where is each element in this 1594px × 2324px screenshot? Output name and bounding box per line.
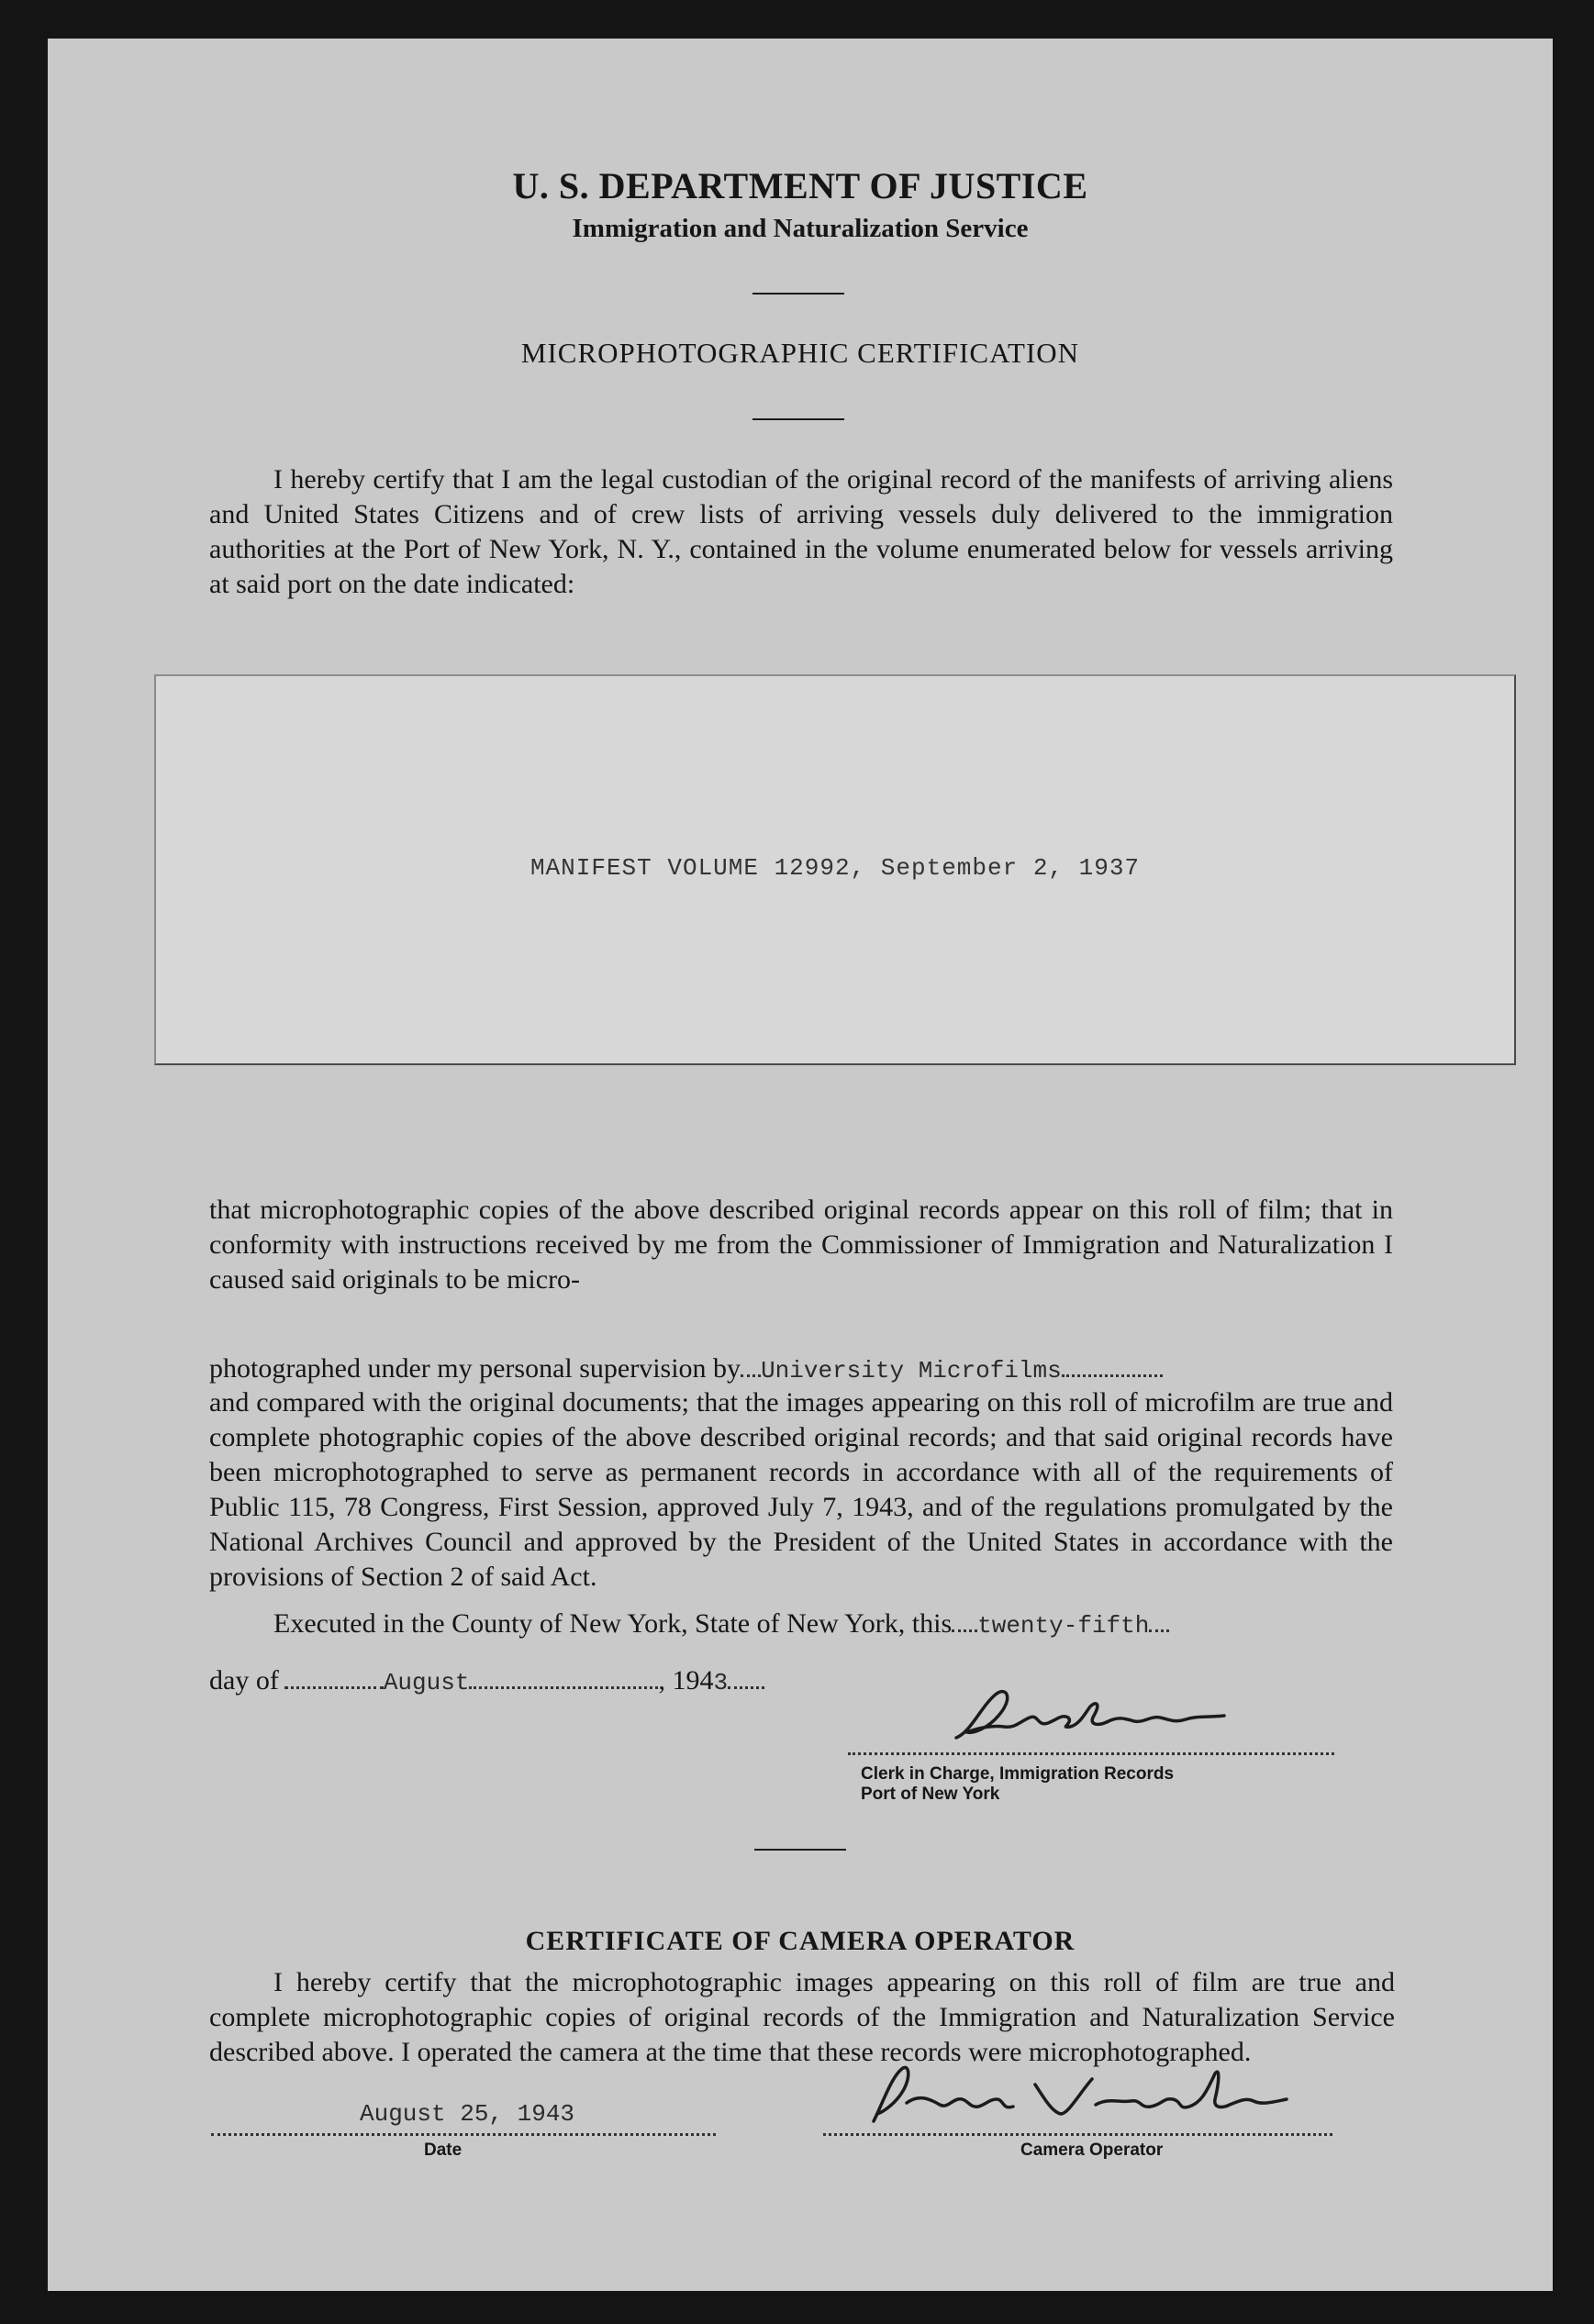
executed-line — [273, 1606, 1169, 1643]
divider — [752, 293, 844, 295]
dotted-leader — [728, 1662, 764, 1689]
clerk-signature-line — [848, 1752, 1334, 1755]
microfilm-company: University Microfilms — [761, 1357, 1062, 1384]
clerk-title-line1: Clerk in Charge, Immigration Records — [861, 1764, 1175, 1784]
operator-signature — [855, 2057, 1332, 2140]
body-paragraph-part1: that microphotographic copies of the above described original records appear on this roll of film; that in conformity with instructions received by me from the Commissioner of Immigration and Naturalization I caused said originals to be micro- — [209, 1195, 1393, 1295]
manifest-volume-label: MANIFEST VOLUME 12992, September 2, 1937 — [529, 854, 1141, 882]
dotted-leader — [952, 1606, 977, 1632]
clerk-signature — [940, 1681, 1243, 1758]
date-signature-line — [211, 2133, 716, 2136]
day-of-label: day of — [209, 1665, 279, 1696]
dotted-leader — [469, 1662, 658, 1689]
executed-day: twenty-fifth — [977, 1612, 1150, 1640]
operator-date-label: Date — [424, 2141, 463, 2160]
date-line — [209, 1662, 764, 1700]
camera-operator-label: Camera Operator — [1020, 2141, 1164, 2160]
service-subheading: Immigration and Naturalization Service — [572, 214, 1029, 243]
operator-section-title: CERTIFICATE OF CAMERA OPERATOR — [525, 1926, 1076, 1956]
dotted-leader — [1062, 1351, 1163, 1377]
certification-page — [48, 39, 1553, 2291]
operator-date-value: August 25, 1943 — [360, 2100, 575, 2128]
intro-paragraph: I hereby certify that I am the legal custodian of the original record of the manifests of arriving aliens and United States Citizens and of crew lists of arriving vessels duly delivered to the immigration authorities at the Port of New York, N. Y., contained in the volume enumerated below for vessels arriving at said port on the date indicated: — [209, 464, 1393, 599]
manifest-label-slip — [154, 674, 1516, 1065]
executed-month: August — [383, 1669, 470, 1696]
year-digit: 3 — [713, 1669, 729, 1696]
supervision-line — [209, 1351, 1163, 1388]
executed-prefix: Executed in the County of New York, State of New York, this — [273, 1608, 953, 1639]
divider — [754, 1849, 846, 1851]
supervision-prefix: photographed under my personal supervision by — [209, 1353, 741, 1384]
dotted-leader — [284, 1662, 384, 1689]
divider — [752, 418, 844, 420]
certification-title: MICROPHOTOGRAPHIC CERTIFICATION — [520, 337, 1080, 369]
clerk-title-line2: Port of New York — [861, 1785, 1000, 1804]
body-paragraph-part2: and compared with the original documents; that the images appearing on this roll of microfilm are true and complete photographic copies of the above described original records; and that said original records have been microphotographed to serve as permanent records in accordance with all of the requirements of Public 115, 78 Congress, First Session, approved July 7, 1943, and of the regulations promulgated by the National Archives Council and approved by the President of the United States in accordance with the provisions of Section 2 of said Act. — [209, 1387, 1393, 1592]
dotted-leader — [741, 1351, 761, 1377]
department-heading: U. S. DEPARTMENT OF JUSTICE — [512, 165, 1088, 206]
year-prefix: , 194 — [658, 1665, 714, 1696]
dotted-leader — [1149, 1606, 1169, 1632]
operator-paragraph: I hereby certify that the microphotographic images appearing on this roll of film are true and complete microphotographic copies of original records of the Immigration and Naturalization Service described above. I operated the camera at the time that these records were microphotographed. — [209, 1967, 1395, 2067]
operator-signature-line — [823, 2133, 1332, 2136]
